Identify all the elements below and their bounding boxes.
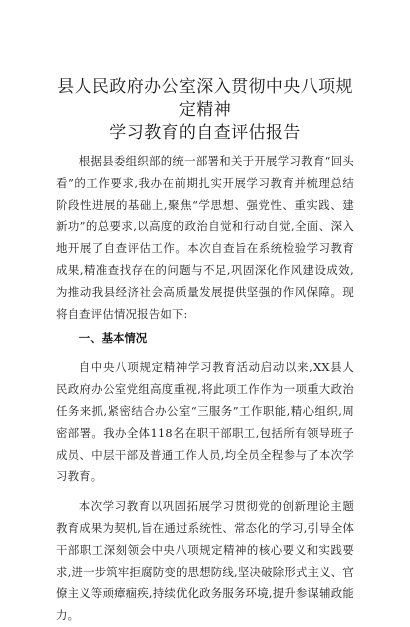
intro-paragraph: 根据县委组织部的统一部署和关于开展学习教育“回头看”的工作要求,我办在前期扎实开展学习教育并梳理总结阶段性进展的基础上,聚焦“学思想、强党性、重实践、建新功”的总要求,以高度的政治自觉和行动自觉,全面、深入地开展了自查评估工作。本次自查旨在系统检验学习教育成果,精准查找存在的问题与不足,巩固深化作风建设成效,为推动我县经济社会高质量发展提供坚强的作风保障。现将自查评估情况报告如下: bbox=[56, 154, 354, 321]
document-title-line-2: 学习教育的自查评估报告 bbox=[109, 123, 301, 143]
document-title-line-1: 县人民政府办公室深入贯彻中央八项规定精神 bbox=[57, 77, 353, 120]
section-heading-basic-situation: 一、基本情况 bbox=[78, 331, 148, 346]
section-1-paragraph-2: 本次学习教育以巩固拓展学习贯彻党的创新理论主题教育成果为契机,旨在通过系统性、常态化的学习,引导全体干部职工深刻领会中央八项规定精神的核心要义和实践要求,进一步筑牢拒腐防变的思想防线,坚决破除形式主义、官僚主义等顽瘴痼疾,持续优化政务服务环境,提升参谋辅政能力。 bbox=[56, 499, 354, 623]
section-1-paragraph-1: 自中央八项规定精神学习教育活动启动以来,XX县人民政府办公室党组高度重视,将此项工作作为一项重大政治任务来抓,紧密结合办公室“三服务”工作职能,精心组织,周密部署。我办全体118名在职干部职工,包括所有领导班子成员、中层干部及普通工作人员,均全员全程参与了本次学习教育。 bbox=[56, 360, 354, 484]
document-title bbox=[56, 76, 354, 145]
